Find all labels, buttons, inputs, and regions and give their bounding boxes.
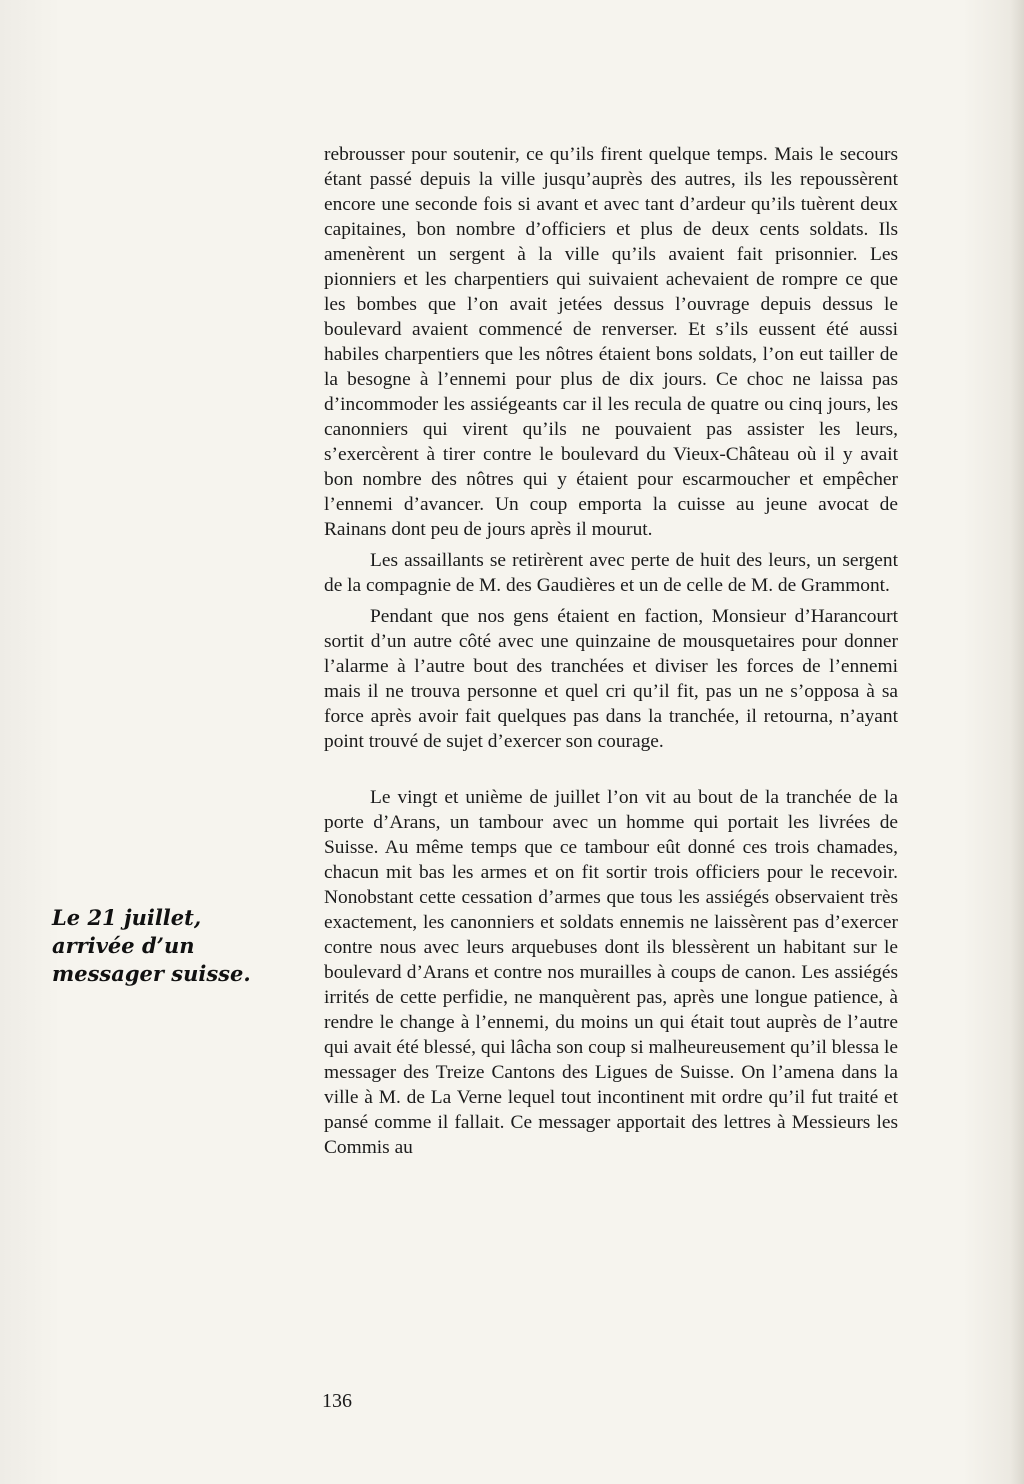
margin-note-line: arrivée d’un xyxy=(52,933,195,958)
margin-note xyxy=(52,904,292,988)
paragraph: Pendant que nos gens étaient en faction, Monsieur d’Harancourt sortit d’un autre côté avec une quinzaine de mousquetaires pour donner l’alarme à l’autre bout des tranchées et diviser les forces de l’ennemi mais il ne trouva personne et quel cri qu’il fit, pas un ne s’opposa à sa force après avoir fait quelques pas dans la tranchée, il retourna, n’ayant point trouvé de sujet d’exercer son courage. xyxy=(324,606,898,752)
margin-note-line: messager suisse. xyxy=(52,961,251,986)
margin-note-line: Le 21 juillet, xyxy=(52,905,202,930)
show-through-block xyxy=(70,1150,290,1300)
body-text xyxy=(324,142,898,1160)
show-through-block xyxy=(50,540,270,680)
paragraph: rebrousser pour soutenir, ce qu’ils firent quelque temps. Mais le secours étant passé depuis la ville jusqu’auprès des autres, ils les repoussèrent encore une seconde fois si avant et avec tant d’ardeur qu’ils tuèrent deux capitaines, bon nombre d’officiers et plus de deux cents soldats. Ils amenèrent un sergent à la ville qu’ils avaient fait prisonnier. Les pionniers et les charpentiers qui suivaient achevaient de rompre ce que les bombes que l’on avait jetées dessus l’ouvrage depuis dessus le boulevard avaient commencé de renverser. Et s’ils eussent été aussi habiles charpentiers que les nôtres étaient bons soldats, l’on eut tailler de la besogne à l’ennemi pour plus de dix jours. Ce choc ne laissa pas d’incommoder les assiégeants car il les recula de quatre ou cinq jours, les canonniers qui virent qu’ils ne pouvaient pas assister les leurs, s’exercèrent à tirer contre le boulevard du Vieux-Château où il y avait bon nombre des nôtres qui y étaient pour escarmoucher et empêcher l’ennemi d’avancer. Un coup emporta la cuisse au jeune avocat de Rainans dont peu de jours après il mourut. xyxy=(324,144,898,540)
paragraph: Les assaillants se retirèrent avec perte de huit des leurs, un sergent de la compagnie de M. des Gaudières et un de celle de M. de Grammont. xyxy=(324,550,898,596)
show-through-block xyxy=(110,310,290,420)
page-number: 136 xyxy=(322,1390,352,1412)
paragraph: Le vingt et unième de juillet l’on vit au bout de la tranchée de la porte d’Arans, un tambour avec un homme qui portait les livrées de Suisse. Au même temps que ce tambour eût donné ces trois chamades, chacun mit bas les armes et on fit sortir trois officiers pour le recevoir. Nonobstant cette cessation d’armes que tous les assiégés observaient très exactement, les canonniers et soldats ennemis ne laissèrent pas d’exercer contre nous avec leurs arquebuses dont ils blessèrent un habitant sur le boulevard d’Arans et contre nos murailles à coups de canon. Les assiégés irrités de cette perfidie, ne manquèrent pas, après une longue patience, à rendre le change à l’ennemi, du moins un qui était tout auprès de l’autre qui avait été blessé, qui lâcha son coup si malheureusement qu’il blessa le messager des Treize Cantons des Ligues de Suisse. On l’amena dans la ville à M. de La Verne lequel tout incontinent mit ordre qu’il fut traité et pansé comme il fallait. Ce messager apportait des lettres à Messieurs les Commis au xyxy=(324,787,898,1158)
page-edge-shadow xyxy=(1010,0,1024,1484)
